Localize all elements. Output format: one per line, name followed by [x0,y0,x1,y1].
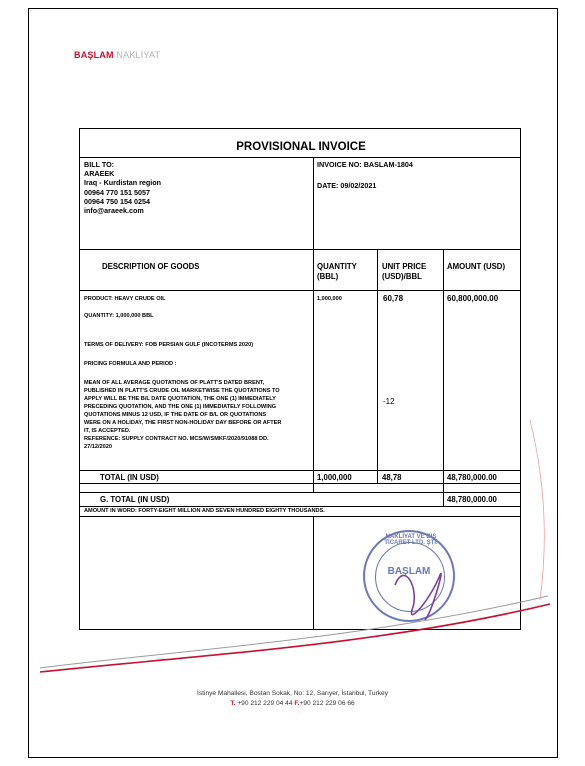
logo-suffix: NAKLİYAT [116,50,161,60]
item-pricing-label: PRICING FORMULA AND PERIOD : [84,361,177,367]
footer-address: İstinye Mahallesi, Bostan Sokak, No: 12, Sarıyer, İstanbul, Turkey [197,690,388,697]
divider [80,492,520,493]
item-pricing-formula [84,379,312,451]
total-amount: 48,780,000.00 [447,473,497,482]
grand-total-label: G. TOTAL (IN USD) [100,495,170,504]
footer-contact [0,700,585,707]
pricing-line: IT, IS ACCEPTED. [84,428,131,434]
divider [80,516,520,517]
pricing-line: WERE ON A HOLIDAY, THE FIRST NON-HOLIDAY DAY BEFORE OR AFTER [84,420,282,426]
divider [80,483,520,484]
divider [80,157,520,158]
stamp-ring [375,542,445,612]
bill-to-block [84,160,309,215]
fax-label: F. [294,700,300,707]
phone-label: T. [230,700,236,707]
item-quantity: QUANTITY: 1,000,000 BBL [84,313,154,319]
total-qty: 1,000,000 [317,473,352,482]
header-unit-price-line1: UNIT PRICE [382,262,427,271]
stamp-center-text: BAŞLAM [387,566,431,577]
reference-line: REFERENCE: SUPPLY CONTRACT NO. MCS/W/SMKF/2020/91088 DD. [84,436,269,442]
bill-to-label: BILL TO: [84,160,115,169]
header-amount: AMOUNT (USD) [447,262,506,271]
bill-to-line: info@araeek.com [84,206,144,216]
item-terms: TERMS OF DELIVERY: FOB PERSIAN GULF (INCOTERMS 2020) [84,342,254,348]
pricing-line: APPLY WILL BE THE B/L DATE QUOTATION, THE ONE (1) IMMEDIATELY [84,396,276,402]
item-discount-value: -12 [383,397,395,406]
bill-to-line: 00964 770 151 5057 [84,187,150,197]
invoice-number: INVOICE NO: BASLAM-1804 [317,160,413,169]
company-stamp [363,530,455,622]
divider [313,157,314,250]
divider [80,249,520,250]
invoice-table [79,128,521,630]
divider [313,249,314,493]
pricing-line: PRECEDING QUOTATION, AND THE ONE (1) IMMEDIATELY FOLLOWING [84,404,277,410]
fax-number: +90 212 229 06 66 [299,700,355,707]
header-unit-price [382,262,442,282]
divider [377,249,378,483]
item-product: PRODUCT: HEAVY CRUDE OIL [84,296,166,302]
phone-number: +90 212 229 04 44 [237,700,293,707]
total-unit-price: 48,78 [382,473,402,482]
amount-in-words: AMOUNT IN WORD: FORTY-EIGHT MILLION AND SEVEN HUNDRED EIGHTY THOUSANDS. [84,508,325,514]
item-qty-value: 1,000,000 [317,296,342,302]
pricing-line: MEAN OF ALL AVERAGE QUOTATIONS OF PLATT'S DATED BRENT, [84,380,265,386]
divider [313,516,314,630]
pricing-line: PUBLISHED IN PLATT'S CRUDE OIL MARKETWISE THE QUOTATIONS TO [84,388,280,394]
invoice-date: DATE: 09/02/2021 [317,181,377,190]
invoice-title: PROVISIONAL INVOICE [236,141,366,153]
total-label: TOTAL (IN USD) [100,473,159,482]
stamp-arc-text: NAKLİYAT VE DIŞ TİCARET LTD. ŞTİ. [384,534,438,546]
divider [80,290,520,291]
pricing-line: QUOTATIONS MINUS 12 USD, IF THE DATE OF B/L OR QUOTATIONS [84,412,267,418]
header-description: DESCRIPTION OF GOODS [102,262,200,271]
divider [443,249,444,493]
divider [443,492,444,507]
header-unit-price-line2: (USD)/BBL [382,272,422,281]
company-logo [74,50,160,60]
bill-to-line: ARAEEK [84,169,115,179]
logo-brand: BAŞLAM [74,50,114,60]
reference-line: 27/12/2020 [84,444,112,450]
grand-total-amount: 48,780,000.00 [447,495,497,504]
item-amount-value: 60,800,000.00 [447,294,499,303]
header-quantity-line1: QUANTITY [317,262,357,271]
header-quantity [317,262,377,282]
bill-to-line: Iraq - Kurdistan region [84,178,162,188]
divider [80,470,520,471]
header-quantity-line2: (BBL) [317,272,339,281]
item-unit-price-value: 60,78 [383,294,404,303]
bill-to-line: 00964 750 154 0254 [84,196,150,206]
